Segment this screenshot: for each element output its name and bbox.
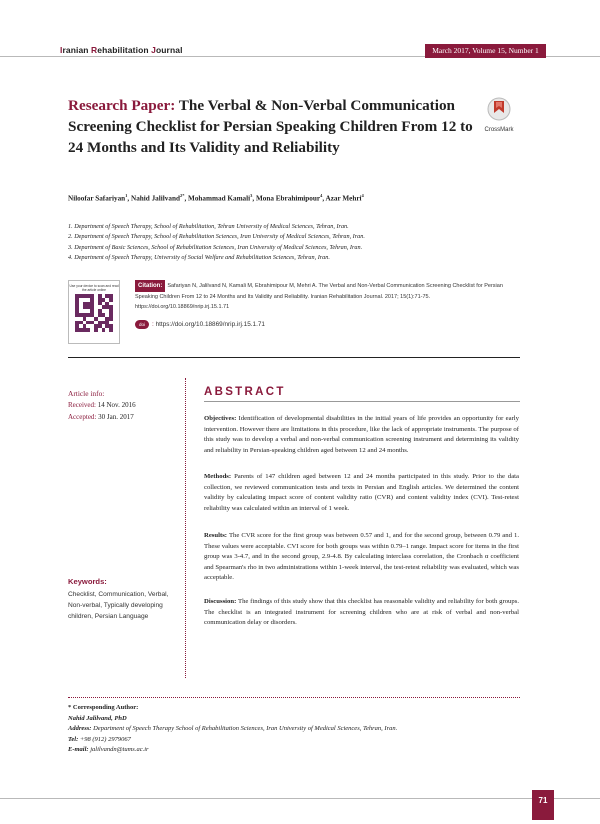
author-affiliation-mark: 1	[125, 193, 128, 198]
affiliation-3: 3. Department of Basic Sciences, School of Rehabilitation Sciences, Iran University of Medical Sciences, Tehran, Iran.	[68, 243, 363, 251]
corresponding-name: Nahid Jalilvand, PhD	[68, 714, 127, 722]
author-name: Azar Mehri	[325, 194, 362, 203]
keywords-list: Checklist, Communication, Verbal, Non-verbal, Typically developing children, Persian Language	[68, 591, 169, 621]
abstract-methods: Methods: Parents of 147 children aged between 12 and 24 months participated in this study. Prior to the data collection, we reviewed communication tests and texts in Persian and English articles. We determined the content validity by calculating impact score of content validity ratio (CVR) and content validity index (CVI). Test-retest reliability was calculated within an interval of 1 week.	[204, 473, 520, 512]
corresponding-heading: * Corresponding Author:	[68, 704, 139, 711]
abstract-objectives: Objectives: Identification of developmental disabilities in the initial years of life provides an opportunity for early intervention. However there are limitations in this procedure, like the lack of appropriate instruments. The purpose of this study was to develop a verbal and non-verbal communication screening instrument and determining its validity and reliability in Persian-speaking children aged between 12 and 24 months.	[204, 415, 520, 454]
crossmark-icon	[483, 97, 515, 121]
affiliations	[68, 222, 538, 263]
doi-icon: doi	[135, 320, 149, 329]
author-name: Niloofar Safariyan	[68, 194, 126, 203]
paper-type: Research Paper:	[68, 97, 176, 114]
article-info-heading: Article info:	[68, 389, 105, 398]
footer-rule	[0, 798, 600, 799]
author-affiliation-mark: 4	[320, 193, 323, 198]
section-separator	[68, 357, 520, 358]
citation-text: Safariyan N, Jalilvand N, Kamali M, Ebrahimipour M, Mehri A. The Verbal and Non-Verbal Communication Screening Checklist for Persian Speaking Children From 12 to 24 Months and Its Validity and Reliability. Iranian Rehabilitation Journal. 2017; 15(1):71-75. https://doi.org/10.18869/nrip.irj.15.1.71	[135, 283, 503, 311]
journal-name: Iranian Rehabilitation Journal	[60, 45, 183, 55]
abstract-rule	[204, 401, 520, 402]
crossmark-label: CrossMark	[484, 127, 514, 133]
abstract-discussion: Discussion: The findings of this study show that this checklist has reasonable validity and reliability for both groups. The checklist is an integrated instrument for screening children who are at risk of verbal and non-verbal communication delay or disorders.	[204, 598, 519, 626]
author-affiliation-mark: 4	[361, 193, 364, 198]
crossmark-button[interactable]	[483, 97, 515, 133]
citation-tag: Citation:	[135, 280, 165, 292]
author-affiliation-mark: 3	[250, 193, 253, 198]
doi-link[interactable]: https://doi.org/10.18869/nrip.irj.15.1.71	[155, 321, 265, 329]
author-affiliation-mark: 2*	[179, 193, 185, 198]
keywords-heading: Keywords:	[68, 577, 107, 586]
citation-block	[135, 280, 521, 313]
abstract-heading: ABSTRACT	[204, 386, 286, 398]
article-title	[68, 95, 478, 158]
corresponding-divider	[68, 697, 520, 698]
qr-panel	[68, 280, 120, 344]
author-list: Niloofar Safariyan$^1$, Nahid Jalilvand$^{2*}$, Mohammad Kamali$^3$, Mona Ebrahimipour$^4$, Azar Mehri$^4$	[68, 193, 364, 203]
column-divider	[185, 378, 186, 678]
doi-row: doi : https://doi.org/10.18869/nrip.irj.15.1.71	[135, 320, 265, 329]
qr-code-icon[interactable]	[75, 294, 113, 332]
corresponding-tel: Tel: +98 (912) 2979067	[68, 735, 131, 743]
page-number: 71	[532, 790, 554, 820]
issue-badge: March 2017, Volume 15, Number 1	[425, 44, 546, 58]
qr-caption: Use your device to scan and read the article online	[69, 284, 119, 292]
affiliation-2: 2. Department of Speech Therapy, School of Rehabilitation Sciences, Iran University of Medical Sciences, Tehran, Iran.	[68, 233, 365, 241]
author-name: Nahid Jalilvand	[131, 194, 180, 203]
affiliation-1: 1. Department of Speech Therapy, School of Rehabilitation, Tehran University of Medical Sciences, Tehran, Iran.	[68, 223, 349, 230]
corresponding-address: Address: Department of Speech Therapy School of Rehabilitation Sciences, Iran University of Medical Sciences, Tehran, Iran.	[68, 725, 398, 733]
affiliation-4: 4. Department of Speech Therapy, University of Social Welfare and Rehabilitation Sciences, Tehran, Iran.	[68, 253, 330, 261]
corresponding-author	[68, 703, 520, 756]
corresponding-email: E-mail: jalilvandn@tums.ac.ir	[68, 746, 149, 754]
author-name: Mohammad Kamali	[188, 194, 251, 203]
author-name: Mona Ebrahimipour	[255, 194, 321, 203]
title-text: The Verbal & Non-Verbal Communication Screening Checklist for Persian Speaking Children From 12 to 24 Months and Its Validity and Reliability	[68, 97, 473, 156]
received-date: Received: 14 Nov. 2016	[68, 401, 136, 409]
accepted-date: Accepted: 30 Jan. 2017	[68, 413, 134, 421]
abstract-results: Results: The CVR score for the first group was between 0.57 and 1, and for the second group, between 0.79 and 1. These values were acceptable. CVI score for both groups was within 0.79–1 range. Impact score for items in the first group was 3-4.7, and in the second group, 2.9-4.8. By calculating interclass correlation, the Cronbach α coefficient and Spearman's rho in two administrations within 1-week interval, the test-retest reliability was evaluated, which was acceptable.	[204, 532, 519, 581]
